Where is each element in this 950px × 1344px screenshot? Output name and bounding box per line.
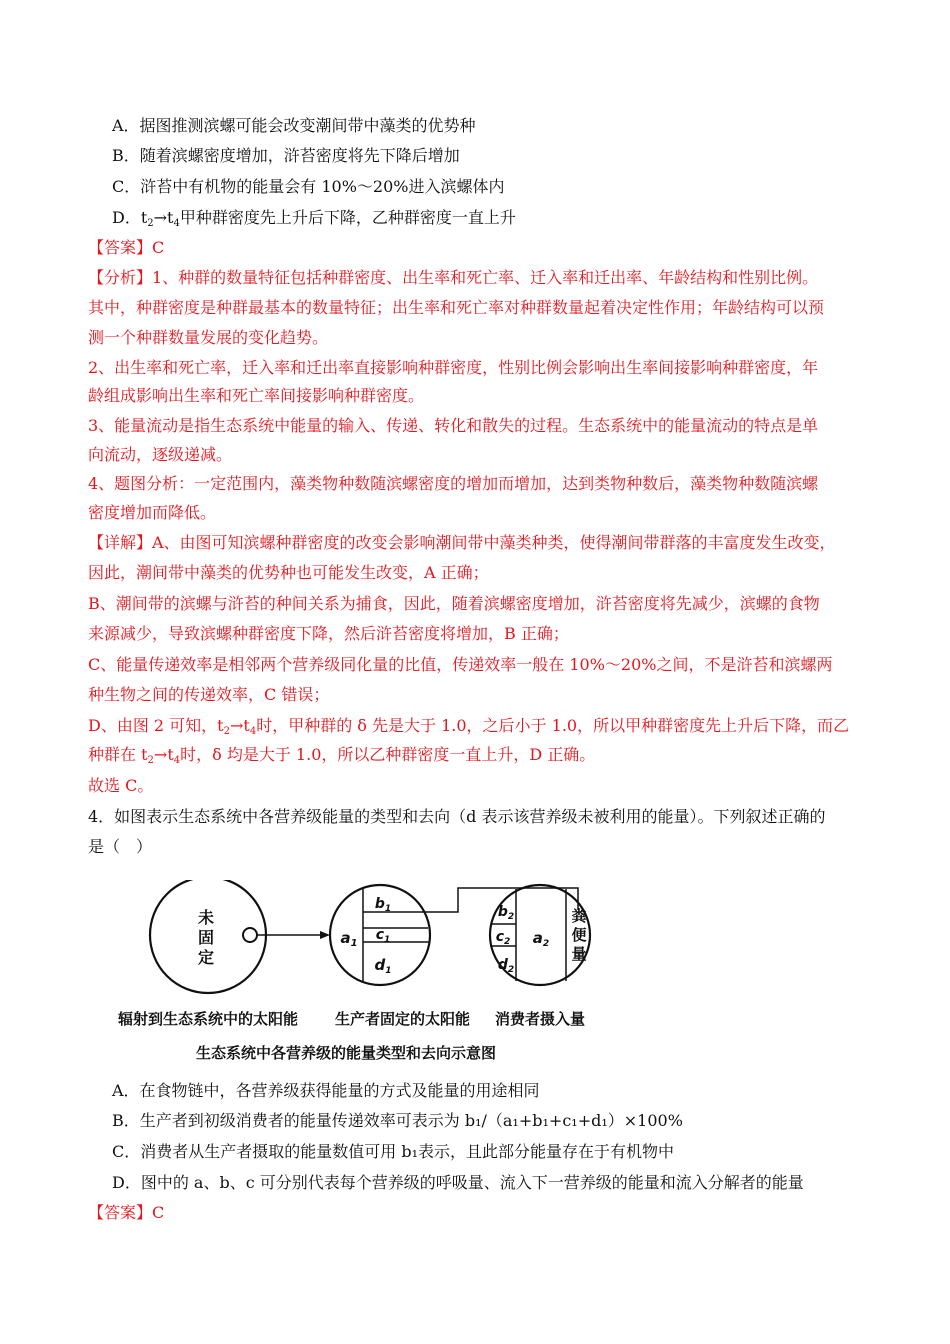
q3-detail-line: C、能量传递效率是相邻两个营养级同化量的比值，传递效率一般在 10%～20%之间，不是浒苔和滨螺两 [88,655,833,674]
unfixed-label-char: 固 [197,928,215,947]
caption-producer: 生产者固定的太阳能 [335,1010,471,1028]
unfixed-label-char: 定 [197,948,215,967]
energy-flow-figure [118,880,638,1070]
consumer-c-label: $c_2$ [495,929,511,947]
feces-label-char: 粪 [571,907,587,925]
unfixed-label-char: 未 [197,908,215,927]
q3-option-c: C．浒苔中有机物的能量会有 10%～20%进入滨螺体内 [112,177,505,196]
q3-analysis-line: 2、出生率和死亡率，迁入率和迁出率直接影响种群密度，性别比例会影响出生率间接影响种群密度，年 [88,358,819,377]
q3-analysis-line: 【分析】1、种群的数量特征包括种群密度、出生率和死亡率、迁入率和迁出率、年龄结构和性别比例。 [88,268,819,287]
producer-d-label: $d_1$ [374,956,392,976]
q4-option-b: B．生产者到初级消费者的能量传递效率可表示为 b₁/（a₁+b₁+c₁+d₁）×100% [112,1111,683,1130]
q4-option-d: D．图中的 a、b、c 可分别代表每个营养级的呼吸量、流入下一营养级的能量和流入分解者的能量 [112,1173,804,1192]
q3-analysis-line: 密度增加而降低。 [88,503,217,522]
q3-detail-line: 因此，潮间带中藻类的优势种也可能发生改变，A 正确； [88,563,489,582]
q3-detail-line-d1: D、由图 2 可知，$t_2\to t_4$时，甲种群的 δ 先是大于 1.0，之后小于 1.0，所以甲种群密度先上升后下降，而乙 [88,716,850,737]
feces-label-char: 便 [571,926,587,944]
q3-analysis-line: 其中，种群密度是种群最基本的数量特征；出生率和死亡率对种群数量起着决定性作用；年龄结构可以预 [88,298,825,317]
q3-detail-line: 种生物之间的传递效率，C 错误； [88,685,330,704]
figure-title: 生态系统中各营养级的能量类型和去向示意图 [196,1044,497,1062]
caption-solar: 辐射到生态系统中的太阳能 [118,1010,299,1028]
q4-option-c: C．消费者从生产者摄取的能量数值可用 b₁表示，且此部分能量存在于有机物中 [112,1142,674,1161]
q3-option-b: B．随着滨螺密度增加，浒苔密度将先下降后增加 [112,146,460,165]
q3-analysis-line: 向流动，逐级递减。 [88,445,233,464]
q3-analysis-line: 4、题图分析：一定范围内，藻类物种数随滨螺密度的增加而增加，达到类物种数后，藻类物种数随滨螺 [88,474,819,493]
consumer-d-label: $d_2$ [497,957,515,975]
consumer-a-label: $a_2$ [532,929,550,949]
q3-analysis-line: 龄组成影响出生率和死亡率间接影响种群密度。 [88,386,425,405]
q3-analysis-line: 3、能量流动是指生态系统中能量的输入、传递、转化和散失的过程。生态系统中的能量流动的特点是单 [88,416,819,435]
fixed-portion-marker [243,928,257,942]
producer-b-label: $b_1$ [374,896,392,914]
q4-answer: 【答案】C [88,1203,165,1222]
q3-detail-line-d2: 种群在 $t_2\to t_4$时，δ 均是大于 1.0，所以乙种群密度一直上升，D 正确。 [88,745,596,766]
q3-answer: 【答案】C [88,238,165,257]
producer-a-label: $a_1$ [340,929,358,949]
q3-detail-line: 来源减少，导致滨螺种群密度下降，然后浒苔密度将增加，B 正确； [88,624,569,643]
q4-option-a: A．在食物链中，各营养级获得能量的方式及能量的用途相同 [112,1081,540,1100]
feces-label-char: 量 [571,945,587,963]
consumer-b-label: $b_2$ [497,904,515,922]
q4-stem-line: 4．如图表示生态系统中各营养级能量的类型和去向（d 表示该营养级未被利用的能量）。下列叙述正确的 [88,807,826,826]
arrow-head [320,931,330,939]
q3-analysis-line: 测一个种群数量发展的变化趋势。 [88,328,329,347]
q4-stem-line: 是（ ） [88,837,153,856]
q3-detail-line: B、潮间带的滨螺与浒苔的种间关系为捕食，因此，随着滨螺密度增加，浒苔密度将先减少，滨螺的食物 [88,594,820,613]
q3-option-d: D．$t_2\to t_4$甲种群密度先上升后下降，乙种群密度一直上升 [112,208,516,229]
q3-option-a: A．据图推测滨螺可能会改变潮间带中藻类的优势种 [112,116,476,135]
q3-conclusion: 故选 C。 [88,776,154,795]
producer-c-label: $c_1$ [375,927,391,945]
caption-consumer: 消费者摄入量 [495,1010,586,1028]
q3-detail-line: 【详解】A、由图可知滨螺种群密度的改变会影响潮间带中藻类种类，使得潮间带群落的丰富度发生改变， [88,533,836,552]
